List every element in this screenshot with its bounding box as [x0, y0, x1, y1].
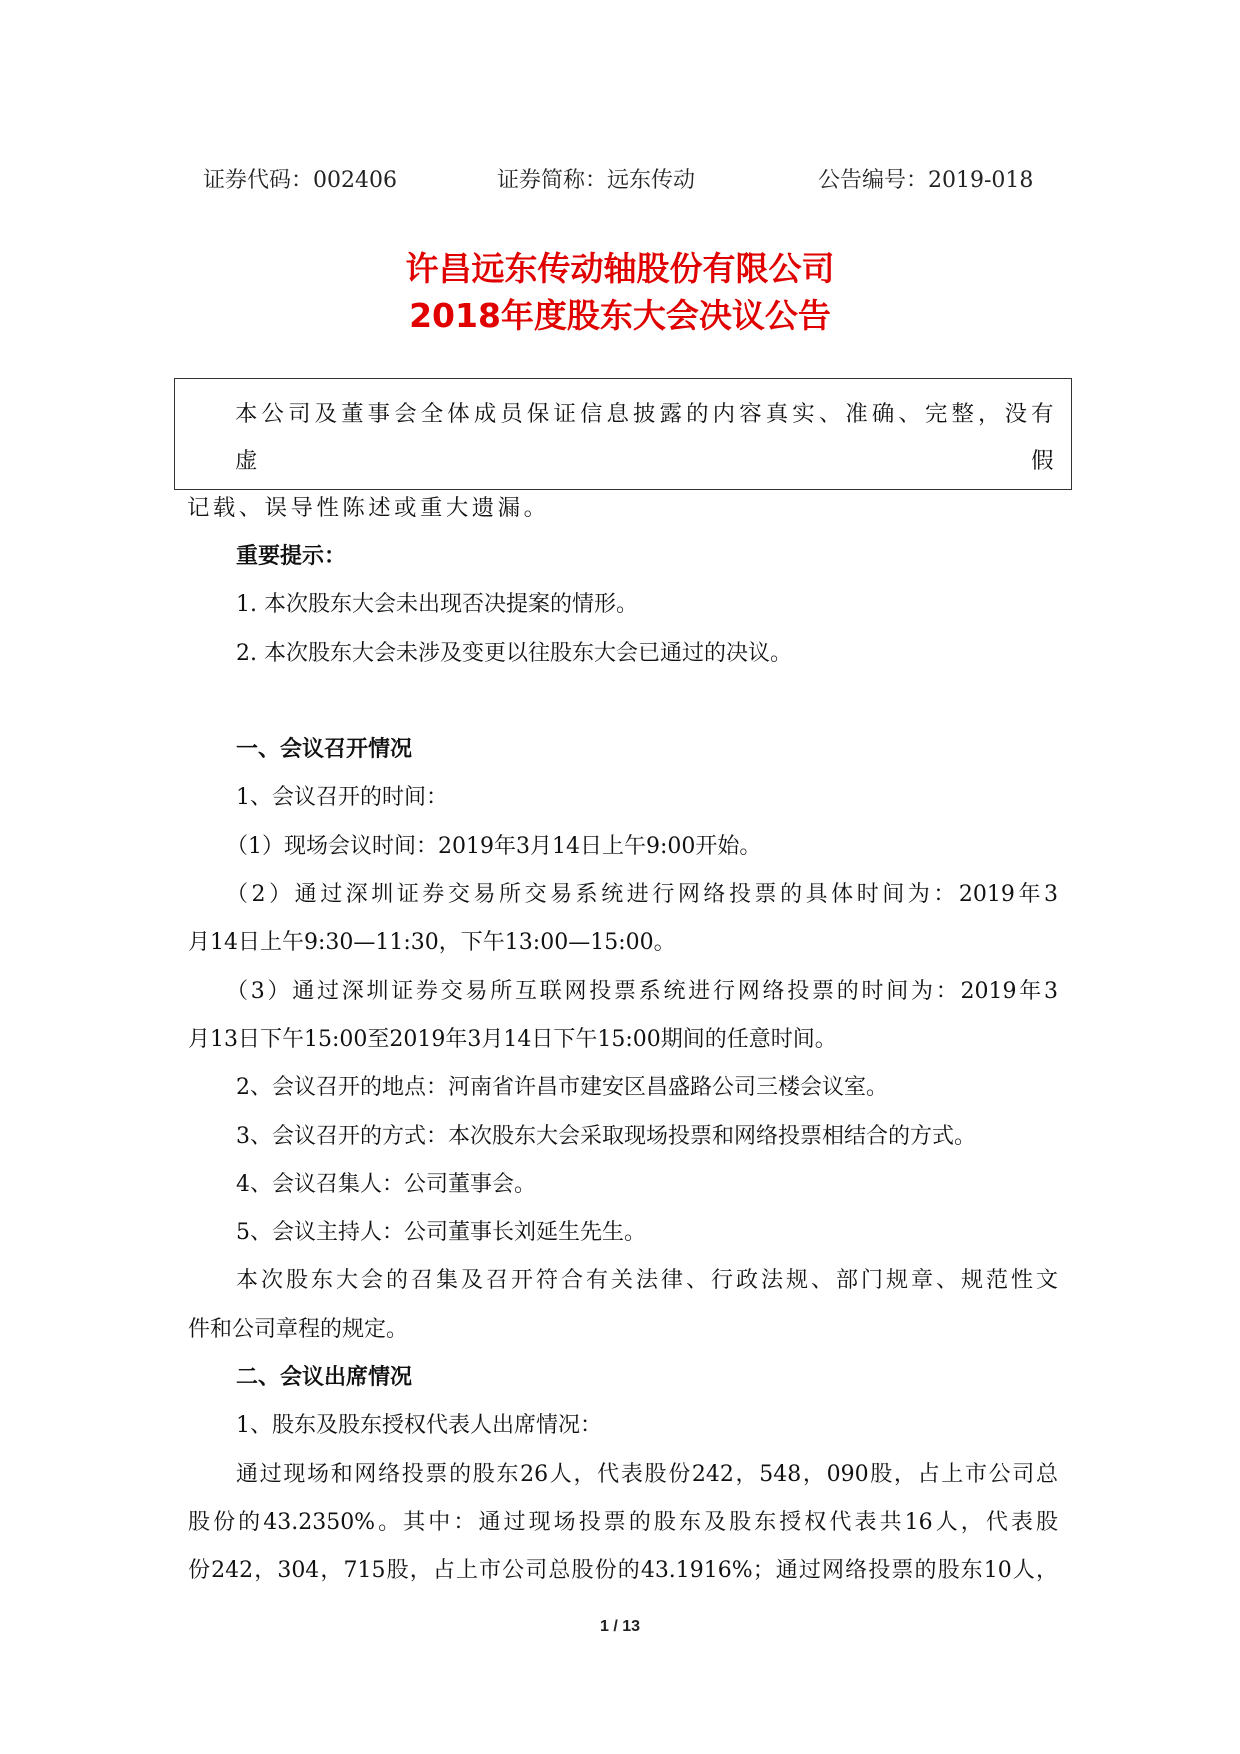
page-number: 1 / 13	[599, 1618, 641, 1635]
announcement-title: 2018年度股东大会决议公告	[409, 296, 831, 335]
company-title: 许昌远东传动轴股份有限公司	[405, 249, 835, 288]
announcement-body	[188, 533, 1058, 1596]
compliance-line-a: 本次股东大会的召集及召开符合有关法律、行政法规、部门规章、规范性文	[236, 1268, 1058, 1294]
attendance-line-b: 股份的43.2350%。其中：通过现场投票的股东及股东授权代表共16人，代表股	[188, 1509, 1058, 1535]
compliance-line-b: 件和公司章程的规定。	[188, 1316, 409, 1342]
meeting-time-trading-system-b: 月14日上午9:30—11:30，下午13:00—15:00。	[188, 930, 676, 956]
meeting-time-trading-system-a: （2）通过深圳证券交易所交易系统进行网络投票的具体时间为：2019年3	[226, 882, 1058, 908]
section2-heading: 二、会议出席情况	[236, 1365, 413, 1391]
security-name: 证券简称：远东传动	[497, 168, 696, 193]
announcement-header	[0, 163, 1240, 197]
tips-item-1: 1. 本次股东大会未出现否决提案的情形。	[236, 592, 638, 618]
meeting-method: 3、会议召开的方式：本次股东大会采取现场投票和网络投票相结合的方式。	[236, 1123, 976, 1149]
meeting-time-internet-b: 月13日下午15:00至2019年3月14日下午15:00期间的任意时间。	[188, 1026, 837, 1052]
meeting-time-heading: 1、会议召开的时间：	[236, 785, 448, 811]
disclaimer-line-2: 记载、误导性陈述或重大遗漏。	[187, 495, 550, 521]
section1-heading: 一、会议召开情况	[236, 737, 413, 763]
disclaimer-box	[174, 378, 1072, 521]
security-code: 证券代码：002406	[203, 168, 397, 193]
meeting-time-internet-a: （3）通过深圳证券交易所互联网投票系统进行网络投票的时间为：2019年3	[226, 978, 1058, 1004]
attendance-line-c: 份242，304，715股，占上市公司总股份的43.1916%；通过网络投票的股东10人，	[188, 1558, 1058, 1584]
tips-heading: 重要提示：	[236, 544, 347, 569]
meeting-place: 2、会议召开的地点：河南省许昌市建安区昌盛路公司三楼会议室。	[236, 1075, 888, 1101]
announcement-number: 公告编号：2019-018	[818, 168, 1034, 193]
tips-item-2: 2. 本次股东大会未涉及变更以往股东大会已通过的决议。	[236, 640, 792, 666]
meeting-host: 5、会议主持人：公司董事长刘延生先生。	[236, 1220, 646, 1246]
meeting-time-onsite: （1）现场会议时间：2019年3月14日上午9:00开始。	[226, 833, 762, 859]
attendance-line-a: 通过现场和网络投票的股东26人，代表股份242，548，090股，占上市公司总	[236, 1461, 1058, 1487]
attendance-subheading: 1、股东及股东授权代表人出席情况：	[236, 1413, 602, 1439]
meeting-convener: 4、会议召集人：公司董事会。	[236, 1171, 536, 1197]
disclaimer-line-1: 本公司及董事会全体成员保证信息披露的内容真实、准确、完整，没有虚假	[235, 401, 1057, 474]
spacer	[188, 678, 1058, 726]
